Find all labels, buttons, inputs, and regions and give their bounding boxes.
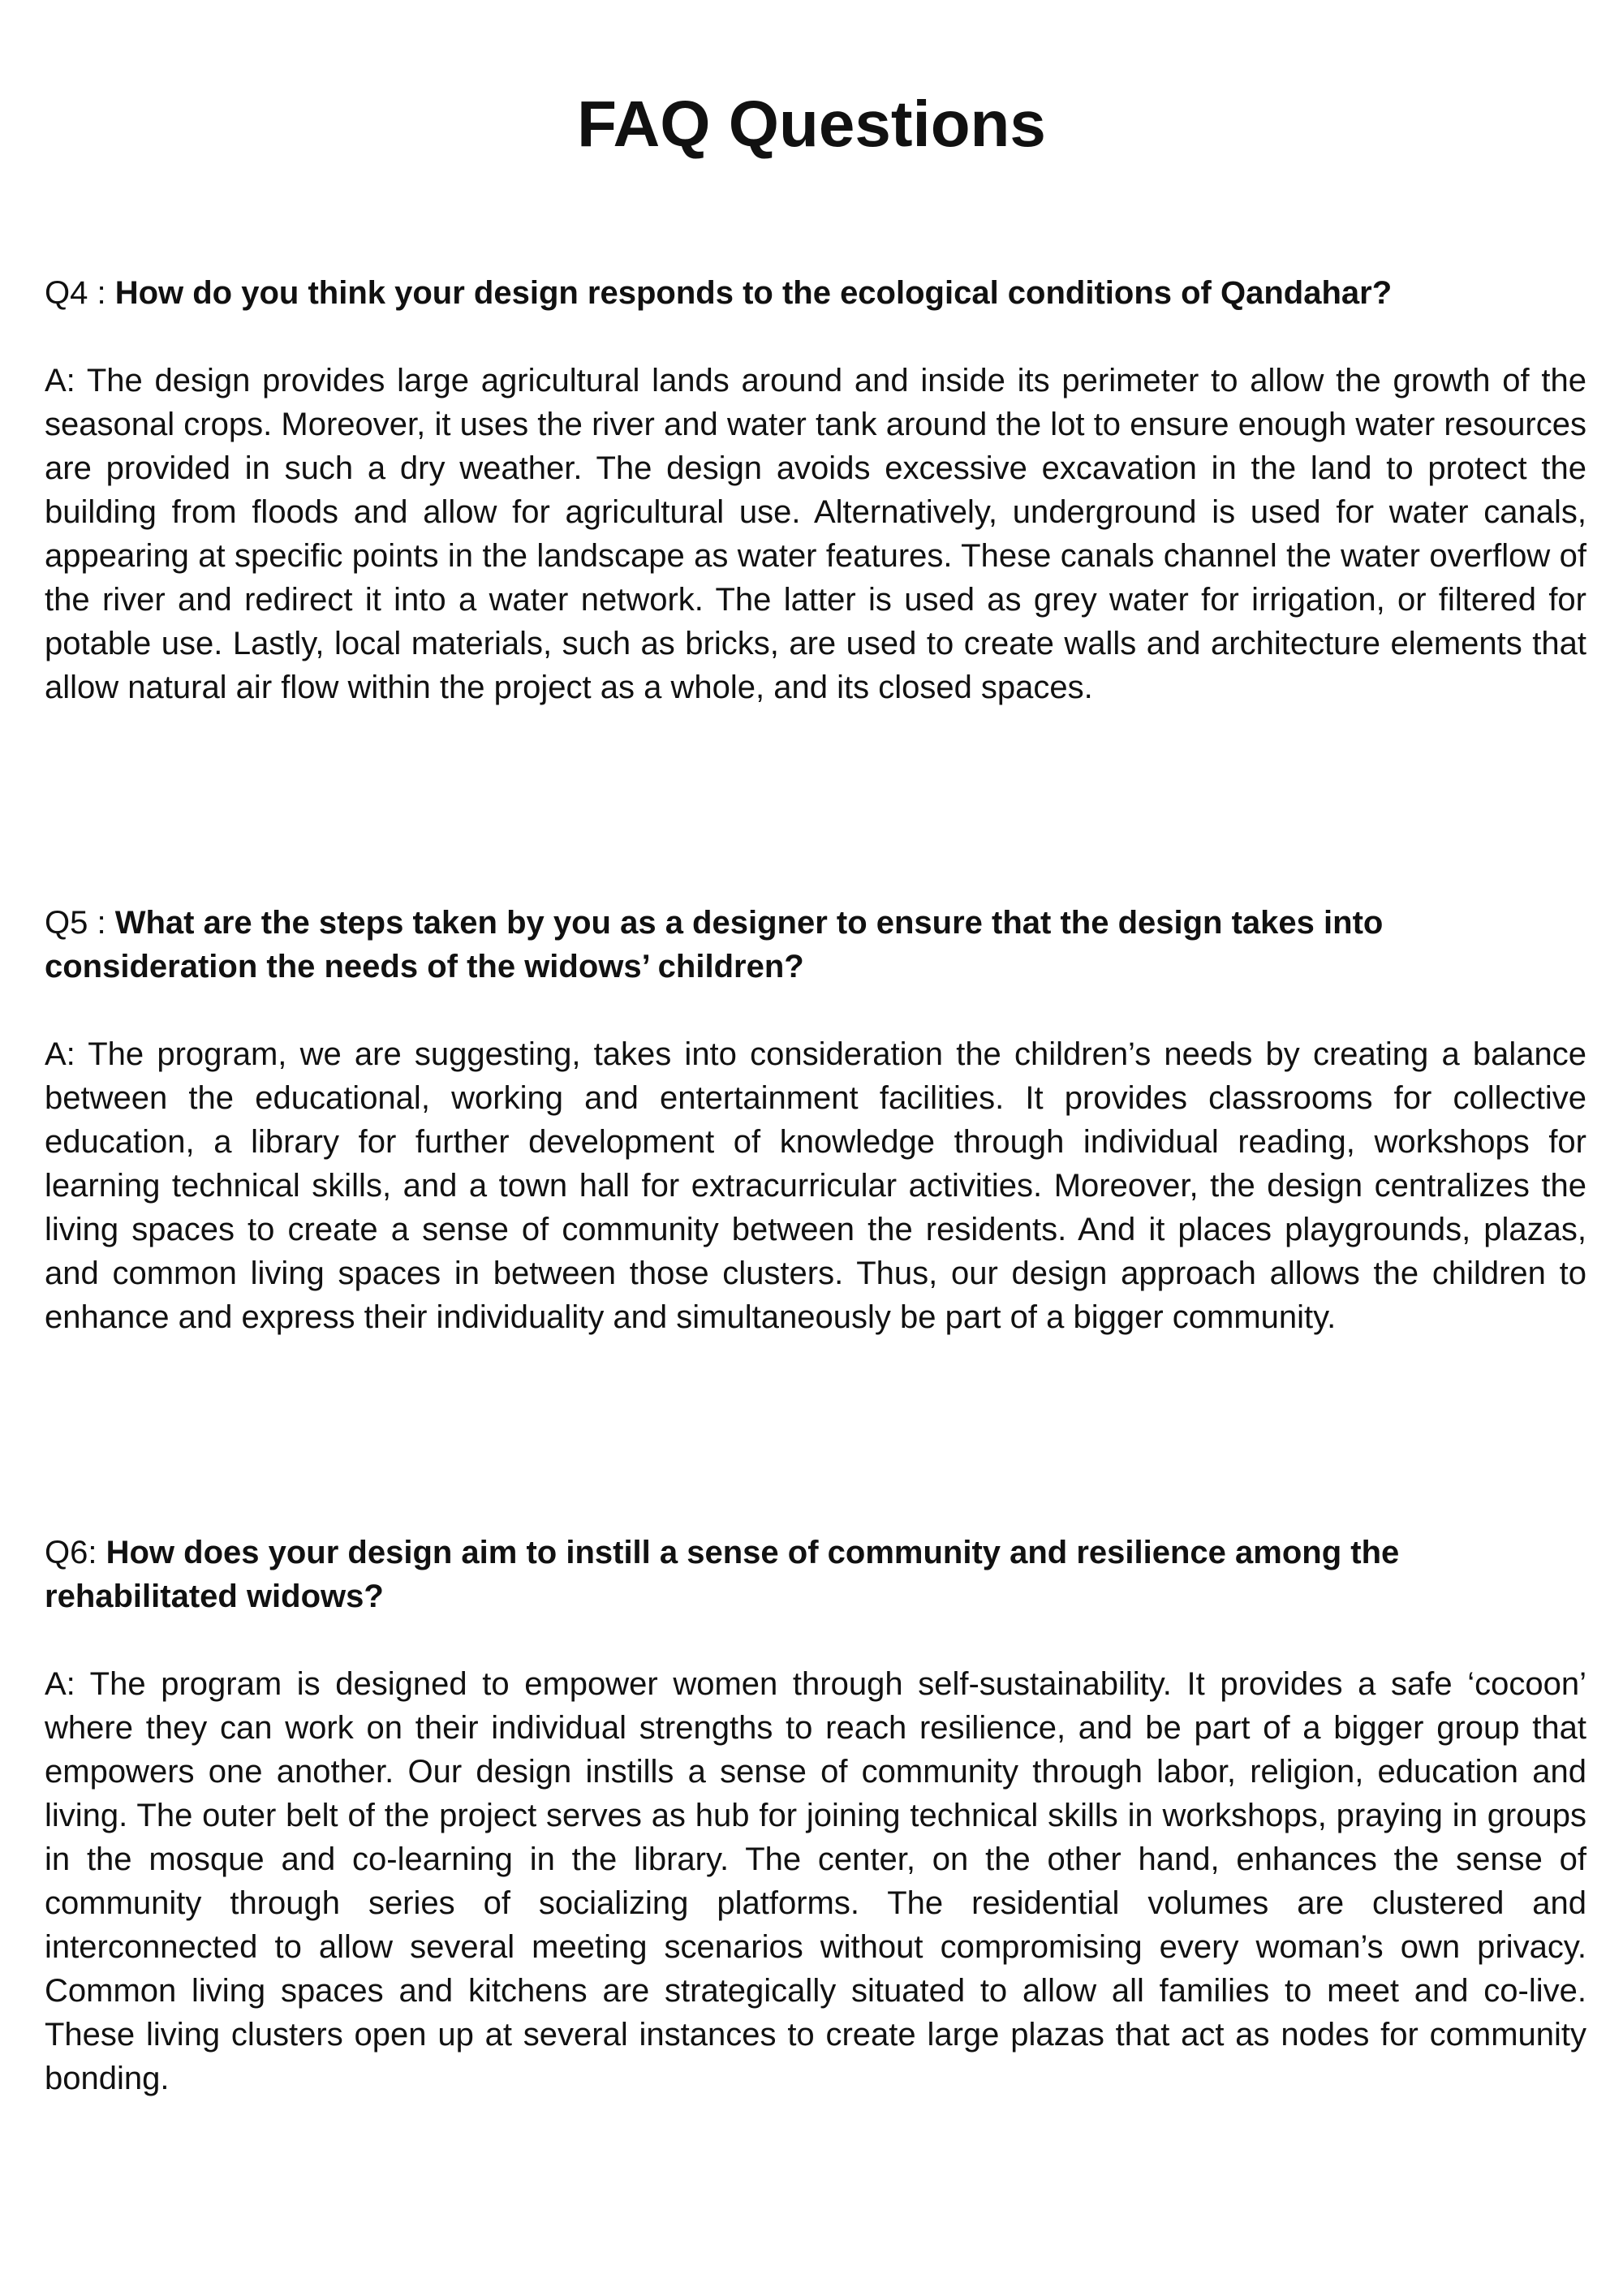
answer-text: A: The program is designed to empower women through self-sustainability. It provides a safe ‘cocoon’ where they can work on their individual strengths to reach resilience, and be part of a bigger group that empowers one another. Our design instills a sense of community through labor, religion, education and living. The outer belt of the project serves as hub for joining technical skills in workshops, praying in groups in the mosque and co-learning in the library. The center, on the other hand, enhances the sense of community through series of socializing platforms. The residential volumes are clustered and interconnected to allow several meeting scenarios without compromising every woman’s own privacy. Common living spaces and kitchens are strategically situated to allow all families to meet and co-live. These living clusters open up at several instances to create large plazas that act as nodes for community bonding. — [45, 1666, 1586, 2096]
answer-text: A: The design provides large agricultural lands around and inside its perimeter to allow the growth of the seasonal crops. Moreover, it uses the river and water tank around the lot to ensure enough water resources are provided in such a dry weather. The design avoids excessive excavation in the land to protect the building from floods and allow for agricultural use. Alternatively, underground is used for water canals, appearing at specific points in the landscape as water features. These canals channel the water overflow of the river and redirect it into a water network. The latter is used as grey water for irrigation, or filtered for potable use. Lastly, local materials, such as bricks, are used to create walls and architecture elements that allow natural air flow within the project as a whole, and its closed spaces. — [45, 363, 1586, 705]
question-text: How do you think your design responds to the ecological conditions of Qandahar? — [114, 275, 1393, 311]
faq-item-q4 — [45, 271, 1586, 709]
question-number: Q6: — [45, 1535, 106, 1570]
question-text: How does your design aim to instill a sense of community and resilience among the rehabilitated widows? — [45, 1535, 1400, 1614]
page-title: FAQ Questions — [577, 88, 1046, 160]
question-text: What are the steps taken by you as a designer to ensure that the design takes into consideration the needs of the widows’ children? — [45, 905, 1384, 984]
faq-question — [45, 271, 1586, 315]
faq-question — [45, 1531, 1586, 1618]
faq-item-q5 — [45, 901, 1586, 1339]
answer-text: A: The program, we are suggesting, takes into consideration the children’s needs by creating a balance between the educational, working and entertainment facilities. It provides classrooms for collective education, a library for further development of knowledge through individual reading, workshops for learning technical skills, and a town hall for extracurricular activities. Moreover, the design centralizes the living spaces to create a sense of community between the residents. And it places playgrounds, plazas, and common living spaces in between those clusters. Thus, our design approach allows the children to enhance and express their individuality and simultaneously be part of a bigger community. — [45, 1036, 1586, 1335]
question-number: Q5 : — [45, 905, 115, 941]
faq-question — [45, 901, 1586, 989]
faq-item-q6 — [45, 1531, 1586, 2100]
question-number: Q4 : — [45, 275, 115, 311]
